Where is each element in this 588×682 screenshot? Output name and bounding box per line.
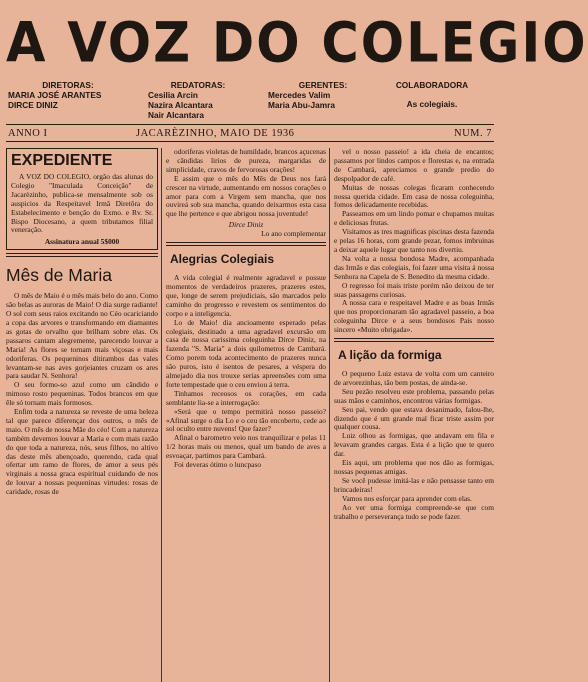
- expediente-body: A VOZ DO COLEGIO, orgão das alunas do Colegio "Imaculada Conceição" de Jacarèzinho, publica-se mensalmente sob os auspicios da Respeitavel Irmã Diretôra do Estabelecimento e benção do Exmo. e Rv. Sr. Bispo Diocesano, a quem tributamos filial veneração.: [11, 172, 153, 235]
- article-paragraph: Tinhamos receosos os corações, em cada semblante lia-se a interrogação:: [166, 388, 326, 407]
- issue-number: NUM. 7: [453, 128, 492, 139]
- article-paragraph: O regresso foi mais triste porém não deixou de ter suas passagens curiosas.: [334, 280, 494, 299]
- article-title-alegrias: Alegrias Colegiais: [170, 252, 275, 267]
- article-paragraph: Muitas de nossas colegas ficaram conhecendo nossa querida cidade. Em casa de nossa coleguinha, fomos delicadamente recebidas.: [334, 182, 494, 210]
- article-paragraph: Se você pudesse imitá-las e não pensasse tanto em brincadeiras!: [334, 475, 494, 494]
- article-paragraph: Na volta a nossa bondosa Madre, acompanhada das Irmãs e das colegiais, foi fazer uma visita á nossa Senhora na Capela de S. Benedito da mesma cidade.: [334, 253, 494, 281]
- article-paragraph: O pequeno Luiz estava de volta com um canteiro de arvorezinhas, tão bem postas, de ainda-se.: [334, 369, 494, 387]
- article-paragraph: odoriferas violetas de humildade, brancos açucenas e cândidas lirios de pureza, margaridas de simplicidade, cravos de fervorosas orações!: [166, 147, 326, 174]
- editors-column: [148, 80, 248, 120]
- manager-name: Mercedes Valim: [268, 90, 331, 100]
- manager-name: Maria Abu-Jamra: [268, 100, 336, 110]
- article-signature: Dirce Diniz: [228, 220, 264, 230]
- director-name: MARIA JOSÉ ARANTES: [8, 90, 102, 100]
- managers-column: [268, 80, 378, 110]
- signature-note: Lo ano complementar: [261, 229, 326, 239]
- article-paragraph: Eis aqui, um problema que nos dão as formigas, nossas pequenas amigas.: [334, 458, 494, 476]
- collaborator-column: [376, 80, 488, 109]
- article-paragraph: A nossa cara e respeitavel Madre e as boas Irmãs que nos proporcionaram tão agradavel passeio, a boa coleguinha Dirce e a seus bondosos Pais nosso sincero «Muito obrigada».: [334, 298, 494, 335]
- article-paragraph: Foi deveras ótimo o luncpaso: [174, 460, 262, 470]
- directors-column: [8, 80, 128, 110]
- article-title-mes-de-maria: Mês de Maria: [6, 265, 113, 286]
- article-paragraph: O seu formo-so azul como um cândido e mimoso rosto pequeninas. Todos brancos em que êle só tornam mais formosos.: [6, 380, 158, 408]
- article-paragraph: Enfim toda a natureza se reveste de uma beleza tal que parece diferençar dos outros, o mês de maio. O mês de nossa Mãe do céo! Com a natureza também devemos louvar a Maria e com mais razão do que toda a natureza, nós, seus filhos, no altivo das deste mês abençoado, querendo, cada qual ofertar um ramo de flores, de amor a seus pés virginais a nossa graca espiritual cuidando de nos de louvar a nossas pequeninas virtudes: rosas de caridade, rosas de: [6, 407, 158, 497]
- staff-box: [6, 80, 494, 120]
- managers-title: GERENTES:: [298, 80, 348, 90]
- section-divider: [166, 242, 326, 246]
- column-right: [334, 148, 494, 682]
- section-divider: [6, 253, 158, 257]
- article-paragraph: Seu pai, vendo que estava desanimado, falou-lhe, dizendo que é um grande mal ficar triste assim por qualquer cousa.: [334, 404, 494, 432]
- article-paragraph: Ao ver uma formiga compreende-se que com trabalho e perseverança tudo se pode fazer.: [334, 502, 494, 521]
- article-paragraph: «Será que o tempo permitirá nosso passeio? «Afinal surge o dia Lo e o ceu tão encoberto, cede ao sol oculto entre nuvens! Que fazer?: [166, 406, 326, 434]
- column-divider: [329, 148, 330, 682]
- article-title-licao-formiga: A lição da formiga: [338, 348, 442, 363]
- director-name: DIRCE DINIZ: [8, 100, 58, 110]
- subscription-price: Assinatura anual 5$000: [44, 237, 120, 247]
- section-divider: [334, 338, 494, 342]
- editor-name: Cesilia Arcin: [148, 90, 198, 100]
- article-paragraph: vel o nosso passeio! a ida cheia de encantos; passamos por lindos campos e florestas e, na entrada de Cambará, apreciamos o grande predio do despolpador de café.: [334, 147, 494, 183]
- directors-title: DIRETORAS:: [42, 80, 94, 90]
- article-paragraph: Vamos nos esforçar para aprender com elas.: [342, 493, 472, 503]
- article-paragraph: Lo de Maio! dia ancioamente esperado pelas colegiais, destinado a uma agradavel excursão em casa de nossa carissima coleguinha Dirce Diniz, na fazenda "S. Maria" a dois quilometros de Cambará. Como porem toda acontecimento de prazeres nunca são puros, isto é isentos de pesares, a véspera do almejado dia nos trouxe serias apreensões com uma forte tempestade que o ceu enviou á terra.: [166, 317, 326, 389]
- article-paragraph: Luiz olhou as formigas, que andavam em fila e levavam grandes cargas. Esta é a lição que te quero dar.: [334, 431, 494, 459]
- column-divider: [161, 148, 162, 682]
- issue-place-date: JACARÈZINHO, MAIO DE 1936: [136, 128, 295, 139]
- column-left: [6, 148, 158, 682]
- collaborator-title: COLABORADORA: [395, 80, 469, 90]
- expediente-title: EXPEDIENTE: [11, 152, 113, 169]
- article-paragraph: Seu pezão resolveu este problema, passando pelas suas mãos e caminhos, encontrou várias formigas.: [334, 386, 494, 405]
- issue-bar: [6, 124, 494, 142]
- masthead-title: A VOZ DO COLEGIO: [6, 11, 588, 76]
- editor-name: Nazira Alcantara: [148, 100, 213, 110]
- article-paragraph: Passeamos em um lindo pomar e chupamos muitas e deliciosas frutas.: [334, 209, 494, 228]
- editors-title: REDATORAS:: [170, 80, 226, 90]
- article-paragraph: A vida colegial é realmente agradavel e possue momentos de verdadeiros prazeres, prazeres estes, que, longe de serem prejudiciais, são marcados pelo caminho do progresso e revestem os sentimentos do corpo e a inteligencia.: [166, 273, 326, 318]
- editor-name: Nair Alcantara: [148, 110, 204, 120]
- collaborator-name: As colegiais.: [406, 99, 458, 109]
- article-paragraph: Visitamos as tres magnificas piscinas desta fazenda e pelas 16 horas, com grande pezar, fomos imbruinas a deixar aquele lugar que tanto nos divertiu.: [334, 227, 494, 254]
- issue-year: ANNO I: [8, 128, 48, 139]
- article-paragraph: O mês de Maio é o mês mais belo do ano. Como são belas as auroras de Maio! O dia surge radiante! O sol com seus raios excitando no Céo ocariciando a copa das arvores e transformando em diamantes as gotas de orvalho que brilham sobre elas. Os passaros cantam alegremente, parecendo louvar a Maria! As flores se tornam mais viçosas e mais odoriferas. Os pequeninos ditirambos das vales levantam-se nas aves gorjeiantes cruzam os ares para saudar N. Senhora!: [6, 291, 158, 381]
- expediente-box: [6, 148, 158, 250]
- article-paragraph: Afinal o barometro veio nos tranquilizar e pelas 11 1/2 horas mais ou menos, qual um bando de aves a esvoaçar, partimos para Cambará.: [166, 433, 326, 461]
- article-paragraph: E assim que o mês do Mês de Deus nos fará crescer na virtude, aumentando em nossos corações o amor para com a Virgem sem mancha, que nos ouvireá sob sua mancha, quando deixarmos esta casa que lhe pertence e que abrigou nossa juventude!: [166, 173, 326, 219]
- column-middle: [166, 148, 326, 682]
